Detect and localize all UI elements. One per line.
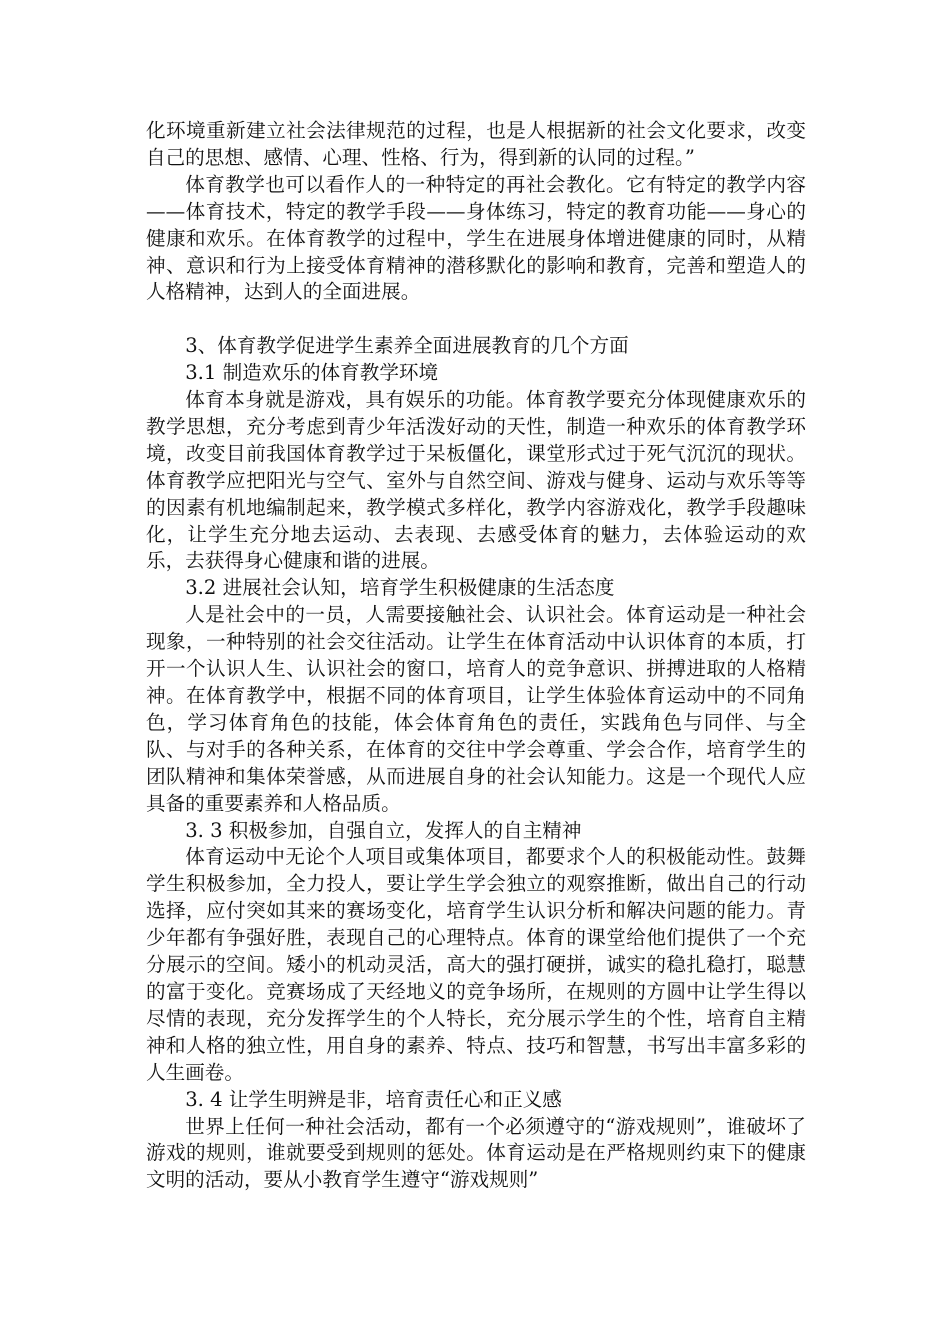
section-3-heading: 3、体育教学促进学生素养全面进展教育的几个方面 xyxy=(185,334,629,358)
paragraph-spacer xyxy=(146,306,806,333)
section-3-3-heading: 3. 3 积极参加，自强自立，发挥人的自主精神 xyxy=(185,818,582,842)
section-3-4-body: 世界上任何一种社会活动，都有一个必须遵守的“游戏规则”，谁破坏了游戏的规则，谁就要受到规则的惩处。体育运动是在严格规则约束下的健康文明的活动，要从小教育学生遵守“游戏规则” xyxy=(146,1114,806,1192)
section-3-2-body: 人是社会中的一员，人需要接触社会、认识社会。体育运动是一种社会现象，一种特别的社会交往活动。让学生在体育活动中认识体育的本质，打开一个认识人生、认识社会的窗口，培育人的竞争意识、拼搏进取的人格精神。在体育教学中，根据不同的体育项目，让学生体验体育运动中的不同角色，学习体育角色的技能，体会体育角色的责任，实践角色与同伴、与全队、与对手的各种关系，在体育的交往中学会尊重、学会合作，培育学生的团队精神和集体荣誉感，从而进展自身的社会认知能力。这是一个现代人应具备的重要素养和人格品质。 xyxy=(146,603,806,815)
document-page xyxy=(146,118,806,1194)
section-3-1-body: 体育本身就是游戏，具有娱乐的功能。体育教学要充分体现健康欢乐的教学思想，充分考虑到青少年活泼好动的天性，制造一种欢乐的体育教学环境，改变目前我国体育教学过于呆板僵化，课堂形式过于死气沉沉的现状。体育教学应把阳光与空气、室外与自然空间、游戏与健身、运动与欢乐等等的因素有机地编制起来，教学模式多样化，教学内容游戏化，教学手段趣味化，让学生充分地去运动、去表现、去感受体育的魅力，去体验运动的欢乐，去获得身心健康和谐的进展。 xyxy=(146,388,806,573)
section-3-4-heading: 3. 4 让学生明辨是非，培育责任心和正义感 xyxy=(185,1087,562,1111)
paragraph-resocialization: 体育教学也可以看作人的一种特定的再社会教化。它有特定的教学内容——体育技术，特定的教学手段——身体练习，特定的教育功能——身心的健康和欢乐。在体育教学的过程中，学生在进展身体增进健康的同时，从精神、意识和行为上接受体育精神的潜移默化的影响和教育，完善和塑造人的人格精神，达到人的全面进展。 xyxy=(146,172,806,304)
section-3-3-body: 体育运动中无论个人项目或集体项目，都要求个人的积极能动性。鼓舞学生积极参加，全力投人，要让学生学会独立的观察推断，做出自己的行动选择，应付突如其来的赛场变化，培育学生认识分析和解决问题的能力。青少年都有争强好胜，表现自己的心理特点。体育的课堂给他们提供了一个充分展示的空间。矮小的机动灵活，高大的强打硬拼，诚实的稳扎稳打，聪慧的富于变化。竞赛场成了天经地义的竞争场所，在规则的方圆中让学生得以尽情的表现，充分发挥学生的个人特长，充分展示学生的个性，培育自主精神和人格的独立性，用自身的素养、特点、技巧和智慧，书写出丰富多彩的人生画卷。 xyxy=(146,845,806,1084)
section-3-1-heading: 3.1 制造欢乐的体育教学环境 xyxy=(185,361,439,385)
section-3-2-heading: 3.2 进展社会认知，培育学生积极健康的生活态度 xyxy=(185,576,615,600)
paragraph-intro-continuation: 化环境重新建立社会法律规范的过程，也是人根据新的社会文化要求，改变自己的思想、感情、心理、性格、行为，得到新的认同的过程。” xyxy=(146,119,806,169)
